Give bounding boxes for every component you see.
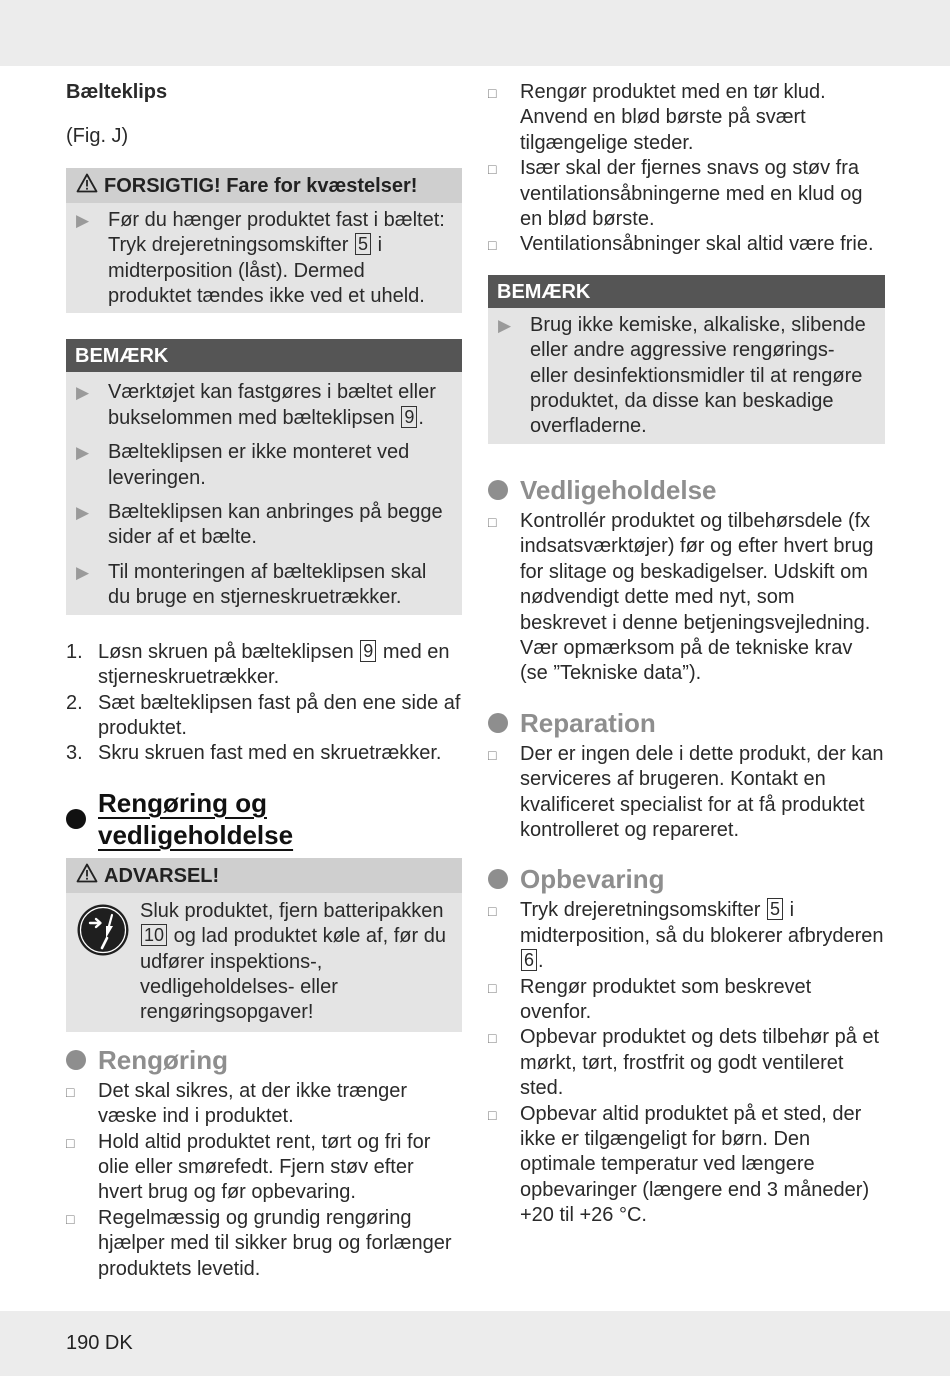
note-item: ▶ Bælteklipsen er ikke monteret ved leveringen.: [66, 440, 462, 491]
list-item: □ Tryk drejeretningsomskifter 5 i midterposition, så du blokerer afbryderen 6 .: [488, 898, 885, 974]
checkbox-square-icon: □: [488, 979, 497, 996]
disconnect-plug-icon: [76, 899, 140, 1026]
arrow-icon: ▶: [76, 562, 90, 582]
top-bar: [0, 0, 950, 66]
warning-box: [66, 858, 462, 1032]
checkbox-square-icon: □: [66, 1210, 75, 1227]
checkbox-square-icon: □: [488, 85, 497, 101]
checkbox-square-icon: □: [488, 903, 497, 920]
checkbox-square-icon: □: [488, 1106, 497, 1123]
section-heading-repair: Reparation: [488, 707, 885, 739]
list-item: □ Især skal der fjernes snavs og støv fra ventilationsåbningerne med en klud og en blød børste.: [488, 156, 885, 232]
bullet-dot-icon: [66, 809, 86, 829]
list-item: □ Ventilationsåbninger skal altid være frie.: [488, 232, 885, 258]
left-column: [66, 80, 462, 1282]
arrow-icon: ▶: [76, 383, 90, 403]
warning-triangle-icon: [76, 173, 98, 200]
list-item: □ Der er ingen dele i dette produkt, der kan serviceres af brugeren. Kontakt en kvalificeret specialist for at få produktet kontrolleret og repareret.: [488, 742, 885, 844]
step-item: 3. Skru skruen fast med en skruetrækker.: [66, 742, 442, 765]
section-heading-cleaning: Rengøring: [66, 1044, 462, 1076]
cleaning-list: [66, 1079, 462, 1282]
section-heading-storage: Opbevaring: [488, 863, 885, 895]
checkbox-square-icon: □: [488, 513, 497, 530]
section-heading-cleaning-maintenance: Rengøring og vedligeholdelse: [66, 787, 462, 851]
caution-item: [66, 203, 462, 310]
caution-header: [66, 168, 462, 203]
list-item: □ Opbevar produktet og dets tilbehør på et mørkt, tørt, frostfrit og godt ventileret sted.: [488, 1025, 885, 1101]
note-item: ▶ Værktøjet kan fastgøres i bæltet eller bukselommen med bælteklipsen 9 .: [66, 372, 462, 431]
section-heading-maintenance: Vedligeholdelse: [488, 474, 885, 506]
list-item: □ Det skal sikres, at der ikke trænger væske ind i produktet.: [66, 1079, 462, 1130]
checkbox-square-icon: □: [66, 1134, 75, 1151]
list-item: □ Kontrollér produktet og tilbehørsdele (fx indsatsværktøjer) før og efter hvert brug for slitage og beskadigelser. Udskift om nødvendigt dette med nyt, som beskrevet i denne betjeningsvejledning. Vær opmærksom på de tekniske krav (se ”Tekniske data”).: [488, 509, 885, 687]
arrow-icon: ▶: [498, 315, 512, 335]
part-number-9: 9: [360, 640, 376, 662]
list-item: □ Rengør produktet som beskrevet ovenfor.: [488, 975, 885, 1026]
arrow-icon: ▶: [76, 210, 90, 230]
part-number-5: 5: [355, 233, 371, 255]
belt-clip-title: Bælteklips: [66, 81, 168, 103]
note-item: ▶ Til monteringen af bælteklipsen skal du bruge en stjerneskruetrækker.: [66, 560, 462, 611]
caution-item-text: Før du hænger produktet fast i bæltet: Tryk drejeretningsomskifter 5 i midterposition (låst). Dermed produktet tændes ikke ved et uheld.: [108, 208, 445, 308]
bullet-dot-icon: [488, 713, 508, 733]
note-box-1: [66, 339, 462, 614]
checkbox-square-icon: □: [488, 1030, 497, 1047]
warning-triangle-icon: [76, 863, 98, 890]
checkbox-square-icon: □: [66, 1083, 75, 1100]
list-item: □ Hold altid produktet rent, tørt og fri for olie eller smørefedt. Fjern støv efter hvert brug og før opbevaring.: [66, 1130, 462, 1206]
note-box-2: [488, 275, 885, 444]
list-item: □ Opbevar altid produktet på et sted, der ikke er tilgængeligt for børn. Den optimale temperatur ved længere opbevaringer (længere end 3 måneder) +20 til +26 °C.: [488, 1102, 885, 1229]
step-item: 1. Løsn skruen på bælteklipsen 9 med en stjerneskruetrækker.: [66, 640, 450, 689]
part-number-6: 6: [521, 949, 537, 971]
part-number-5: 5: [767, 898, 783, 920]
step-item: 2. Sæt bælteklipsen fast på den ene side af produktet.: [66, 691, 461, 739]
warning-body: Sluk produktet, fjern batteripakken 10 og lad produktet køle af, før du udfører inspektions-, vedligeholdelses- eller rengøringsopgaver!: [66, 893, 462, 1032]
list-item: □ Regelmæssig og grundig rengøring hjælper med til sikker brug og forlænger produktets levetid.: [66, 1206, 462, 1282]
checkbox-square-icon: □: [488, 237, 497, 254]
arrow-icon: ▶: [76, 503, 90, 523]
arrow-icon: ▶: [76, 443, 90, 463]
storage-list: [488, 898, 885, 1228]
list-item: □ Rengør produktet med en tør klud. Anvend en blød børste på svært tilgængelige steder.: [488, 80, 885, 156]
note-header: BEMÆRK: [66, 339, 462, 372]
note-header: BEMÆRK: [488, 275, 885, 308]
checkbox-square-icon: □: [488, 161, 497, 178]
steps-list: [66, 640, 462, 767]
note-item: ▶ Brug ikke kemiske, alkaliske, slibende eller andre aggressive rengørings- eller desinfektionsmidler til at rengøre produktet, da disse kan beskadige overfladerne.: [488, 308, 885, 440]
bullet-dot-icon: [488, 869, 508, 889]
caution-box: [66, 168, 462, 314]
note-item: ▶ Bælteklipsen kan anbringes på begge sider af et bælte.: [66, 500, 462, 551]
warning-header: ADVARSEL!: [66, 858, 462, 893]
caution-header-text: FORSIGTIG! Fare for kvæstelser!: [104, 174, 418, 197]
right-column: [488, 80, 885, 1229]
cleaning-list-continued: [488, 80, 885, 259]
figure-reference: (Fig. J): [66, 125, 129, 148]
bullet-dot-icon: [66, 1050, 86, 1070]
checkbox-square-icon: □: [488, 746, 497, 763]
bullet-dot-icon: [488, 480, 508, 500]
part-number-10: 10: [141, 924, 167, 946]
page-number: 190 DK: [66, 1332, 133, 1354]
bottom-bar: [0, 1311, 950, 1376]
part-number-9: 9: [401, 406, 417, 428]
